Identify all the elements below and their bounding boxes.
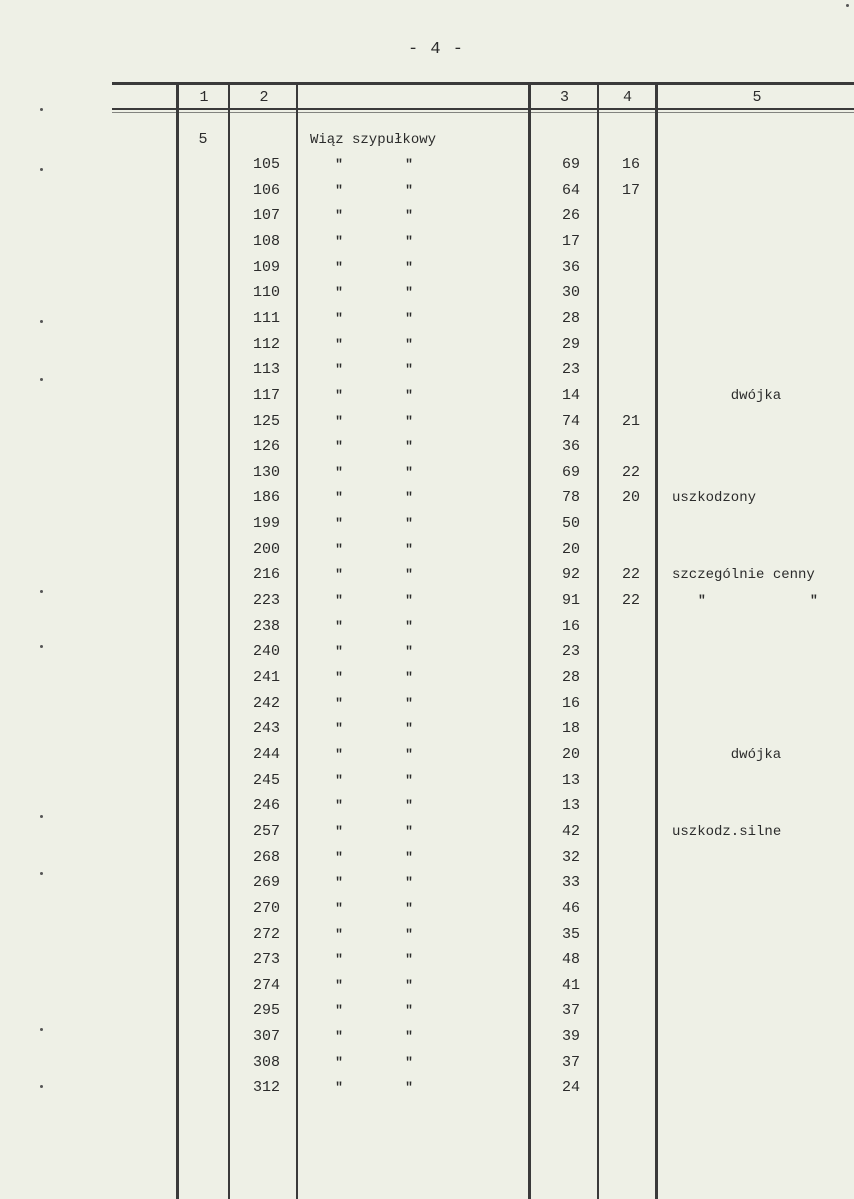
ditto-mark: " [405,516,413,531]
ditto-mark: " [405,157,413,172]
col-3-value: 30 [561,284,580,301]
ditto-mark: " [335,183,343,198]
ditto-mark: " [405,337,413,352]
col-3-value: 13 [561,772,580,789]
ditto-mark: " [335,516,343,531]
col-3-value: 64 [561,182,580,199]
tree-number: 274 [252,977,280,994]
ditto-mark: " [335,1029,343,1044]
col-3-value: 26 [561,207,580,224]
remark-ditto: " [698,593,706,608]
ditto-mark: " [405,183,413,198]
tree-number: 110 [252,284,280,301]
col-3-value: 20 [561,541,580,558]
ditto-mark: " [335,1080,343,1095]
col-3-value: 17 [561,233,580,250]
tree-number: 273 [252,951,280,968]
ditto-mark: " [335,337,343,352]
tree-number: 223 [252,592,280,609]
ditto-mark: " [405,798,413,813]
ditto-mark: " [335,542,343,557]
column-divider-2-species [296,84,298,1199]
ditto-mark: " [405,1055,413,1070]
tree-number: 269 [252,874,280,891]
tree-number: 112 [252,336,280,353]
col-3-value: 36 [561,438,580,455]
ditto-mark: " [335,490,343,505]
col-3-value: 32 [561,849,580,866]
table-top-rule [112,82,854,85]
margin-mark [40,378,43,381]
margin-mark [40,168,43,171]
ditto-mark: " [335,824,343,839]
col-3-value: 74 [561,413,580,430]
tree-number: 117 [252,387,280,404]
ditto-mark: " [405,567,413,582]
column-divider-left [176,84,179,1199]
header-col-2: 2 [259,89,269,106]
col-4-value: 20 [621,489,640,506]
margin-mark [40,1085,43,1088]
ditto-mark: " [405,952,413,967]
ditto-mark: " [335,593,343,608]
header-col-5: 5 [752,89,762,106]
col-3-value: 28 [561,669,580,686]
tree-number: 107 [252,207,280,224]
ditto-mark: " [335,208,343,223]
ditto-mark: " [335,157,343,172]
ditto-mark: " [335,644,343,659]
col-4-value: 16 [621,156,640,173]
ditto-mark: " [405,593,413,608]
tree-number: 113 [252,361,280,378]
tree-number: 240 [252,643,280,660]
ditto-mark: " [405,388,413,403]
margin-mark [40,320,43,323]
ditto-mark: " [405,362,413,377]
tree-number: 105 [252,156,280,173]
ditto-mark: " [405,1029,413,1044]
margin-mark [40,1028,43,1031]
col-3-value: 92 [561,566,580,583]
col-3-value: 37 [561,1054,580,1071]
ditto-mark: " [335,696,343,711]
col-3-value: 16 [561,618,580,635]
remark: dwójka [730,747,782,763]
tree-number: 106 [252,182,280,199]
col-3-value: 39 [561,1028,580,1045]
col-3-value: 13 [561,797,580,814]
ditto-mark: " [335,362,343,377]
ditto-mark: " [335,619,343,634]
col-3-value: 69 [561,156,580,173]
col-3-value: 29 [561,336,580,353]
col-3-value: 16 [561,695,580,712]
ditto-mark: " [335,414,343,429]
ditto-mark: " [405,260,413,275]
col-3-value: 36 [561,259,580,276]
ditto-mark: " [335,773,343,788]
col-4-value: 17 [621,182,640,199]
margin-mark [40,872,43,875]
ditto-mark: " [405,311,413,326]
header-col-1: 1 [199,89,209,106]
col-3-value: 35 [561,926,580,943]
margin-mark [40,590,43,593]
remark: uszkodz.silne [672,824,782,840]
remark: dwójka [730,388,782,404]
tree-number: 111 [252,310,280,327]
tree-number: 186 [252,489,280,506]
tree-number: 242 [252,695,280,712]
ditto-mark: " [335,747,343,762]
tree-number: 216 [252,566,280,583]
ditto-mark: " [405,414,413,429]
col-3-value: 14 [561,387,580,404]
tree-number: 200 [252,541,280,558]
ditto-mark: " [335,952,343,967]
col-3-value: 91 [561,592,580,609]
ditto-mark: " [405,619,413,634]
col-3-value: 37 [561,1002,580,1019]
col-3-value: 69 [561,464,580,481]
ditto-mark: " [335,927,343,942]
ditto-mark: " [335,1003,343,1018]
tree-number: 295 [252,1002,280,1019]
col-3-value: 50 [561,515,580,532]
ditto-mark: " [335,285,343,300]
group-number: 5 [198,131,208,148]
col-3-value: 33 [561,874,580,891]
ditto-mark: " [335,1055,343,1070]
col-3-value: 42 [561,823,580,840]
remark: uszkodzony [672,490,757,506]
ditto-mark: " [405,285,413,300]
col-3-value: 23 [561,643,580,660]
tree-number: 272 [252,926,280,943]
ditto-mark: " [335,260,343,275]
col-3-value: 48 [561,951,580,968]
ditto-mark: " [405,670,413,685]
ditto-mark: " [335,234,343,249]
ditto-mark: " [405,721,413,736]
margin-mark [846,4,849,7]
col-4-value: 21 [621,413,640,430]
tree-number: 246 [252,797,280,814]
header-bottom-rule-2 [112,112,854,113]
ditto-mark: " [335,567,343,582]
remark: szczególnie cenny [672,567,815,583]
col-3-value: 24 [561,1079,580,1096]
column-divider-3-4 [597,84,599,1199]
ditto-mark: " [335,388,343,403]
tree-number: 268 [252,849,280,866]
tree-number: 270 [252,900,280,917]
col-3-value: 23 [561,361,580,378]
tree-number: 244 [252,746,280,763]
tree-number: 108 [252,233,280,250]
tree-number: 308 [252,1054,280,1071]
margin-mark [40,645,43,648]
tree-number: 245 [252,772,280,789]
col-3-value: 20 [561,746,580,763]
ditto-mark: " [405,208,413,223]
ditto-mark: " [405,901,413,916]
margin-mark [40,108,43,111]
header-col-4: 4 [622,89,632,106]
ditto-mark: " [405,978,413,993]
col-4-value: 22 [621,566,640,583]
ditto-mark: " [405,747,413,762]
col-4-value: 22 [621,464,640,481]
ditto-mark: " [335,901,343,916]
ditto-mark: " [335,439,343,454]
tree-number: 238 [252,618,280,635]
ditto-mark: " [335,465,343,480]
ditto-mark: " [405,1080,413,1095]
col-3-value: 28 [561,310,580,327]
col-3-value: 41 [561,977,580,994]
ditto-mark: " [405,234,413,249]
tree-number: 241 [252,669,280,686]
ditto-mark: " [405,927,413,942]
column-divider-species-3 [528,84,531,1199]
column-divider-1-2 [228,84,230,1199]
ditto-mark: " [335,311,343,326]
ditto-mark: " [405,490,413,505]
tree-number: 243 [252,720,280,737]
col-3-value: 78 [561,489,580,506]
ditto-mark: " [405,773,413,788]
margin-mark [40,815,43,818]
ditto-mark: " [405,439,413,454]
column-divider-4-5 [655,84,658,1199]
ditto-mark: " [405,1003,413,1018]
tree-number: 125 [252,413,280,430]
tree-number: 257 [252,823,280,840]
ditto-mark: " [405,696,413,711]
ditto-mark: " [405,850,413,865]
ditto-mark: " [335,798,343,813]
ditto-mark: " [335,721,343,736]
ditto-mark: " [405,542,413,557]
ditto-mark: " [335,875,343,890]
ditto-mark: " [405,875,413,890]
tree-number: 126 [252,438,280,455]
tree-number: 199 [252,515,280,532]
ditto-mark: " [335,978,343,993]
remark-ditto: " [810,593,818,608]
ditto-mark: " [405,824,413,839]
tree-number: 312 [252,1079,280,1096]
tree-number: 307 [252,1028,280,1045]
header-bottom-rule [112,108,854,110]
ditto-mark: " [405,644,413,659]
col-3-value: 46 [561,900,580,917]
tree-number: 130 [252,464,280,481]
ditto-mark: " [335,850,343,865]
ditto-mark: " [335,670,343,685]
tree-number: 109 [252,259,280,276]
species-name: Wiąz szypułkowy [310,132,437,148]
header-col-3: 3 [559,89,569,106]
col-3-value: 18 [561,720,580,737]
col-4-value: 22 [621,592,640,609]
ditto-mark: " [405,465,413,480]
page-number: - 4 - [408,40,465,59]
